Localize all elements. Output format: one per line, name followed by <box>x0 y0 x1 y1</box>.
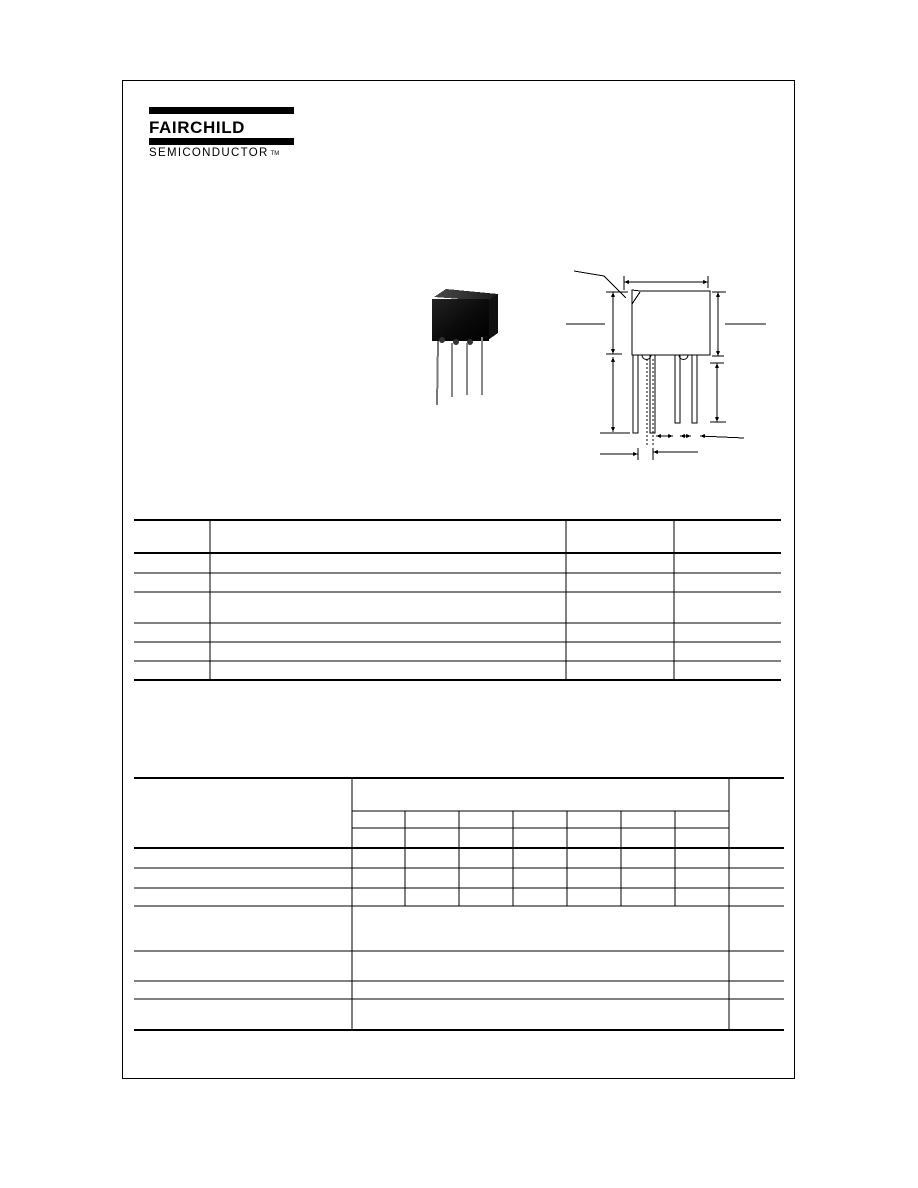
logo-middle-bar <box>149 138 294 145</box>
package-photo <box>424 285 504 410</box>
fairchild-logo <box>149 107 295 159</box>
logo-brand-text: FAIRCHILD <box>149 118 246 137</box>
ratings-table <box>134 518 782 683</box>
characteristics-table <box>134 776 786 1034</box>
logo-subtitle: SEMICONDUCTOR TM <box>149 147 280 159</box>
logo-top-bar <box>149 107 294 114</box>
package-outline-drawing <box>560 262 780 472</box>
